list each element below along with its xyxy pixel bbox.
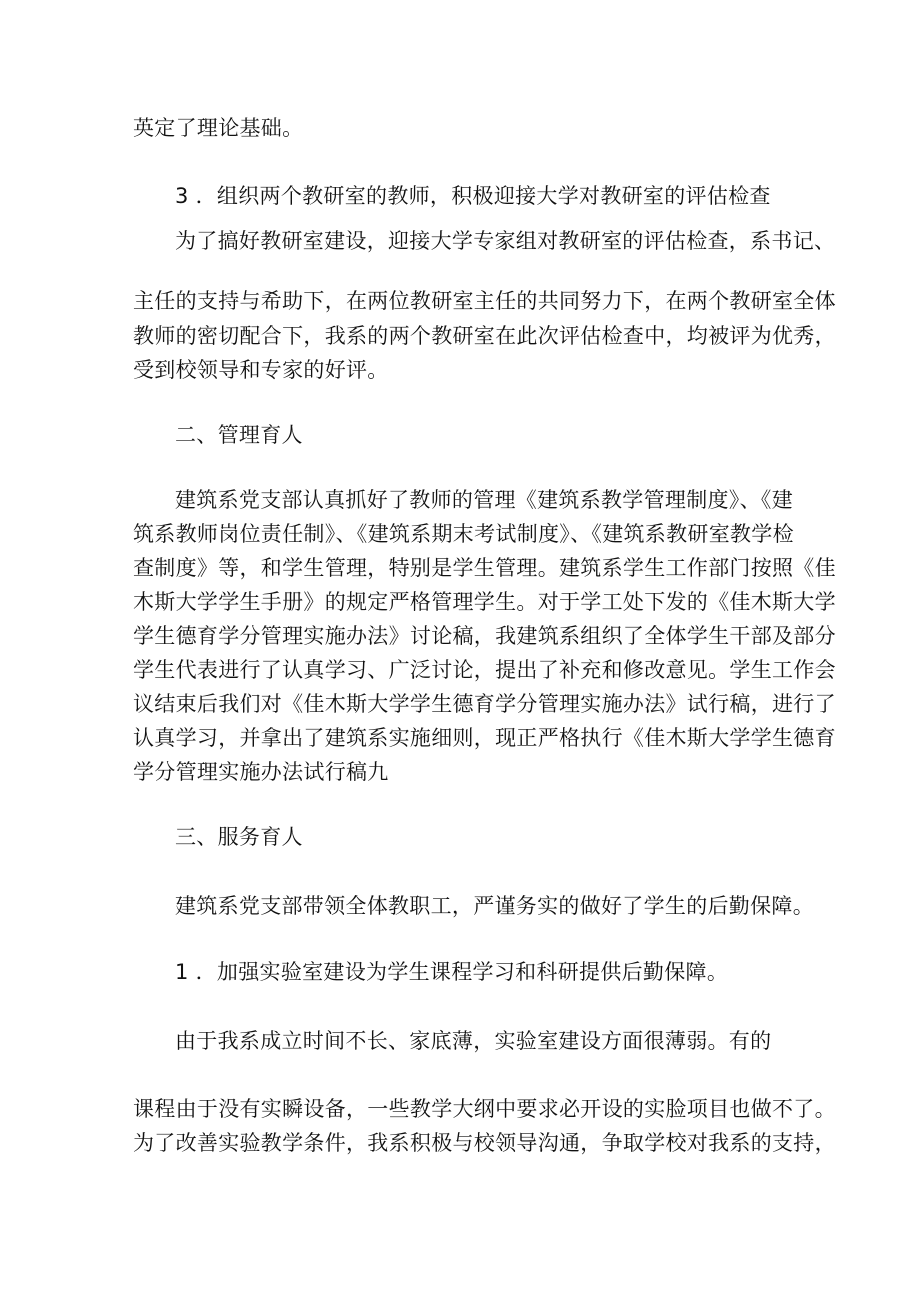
text-line: 教师的密切配合下，我系的两个教研室在此次评估检查中，均被评为优秀， bbox=[133, 324, 836, 348]
section-heading: 二、管理育人 bbox=[175, 423, 303, 447]
text-line: 木斯大学学生手册》的规定严格管理学生。对于学工处下发的《佳木斯大学 bbox=[133, 590, 836, 614]
text-line: 为了搞好教研室建设，迎接大学专家组对教研室的评估检查，系书记、 bbox=[175, 229, 836, 253]
text-line: 筑系教师岗位责任制》、《建筑系期末考试制度》、《建筑系教研室教学检 bbox=[133, 522, 794, 546]
text-line: 学生德育学分管理实施办法》讨论稿，我建筑系组织了全体学生干部及部分 bbox=[133, 624, 836, 648]
text-line: 英定了理论基础。 bbox=[133, 116, 304, 140]
text-line: 受到校领导和专家的好评。 bbox=[133, 358, 389, 382]
text-line: 建筑系党支部认真抓好了教师的管理《建筑系教学管理制度》、《建 bbox=[175, 488, 793, 512]
section-heading: 三、服务育人 bbox=[175, 825, 303, 849]
text-line: 主任的支持与希助下，在两位教研室主任的共同努力下，在两个教研室全体 bbox=[133, 289, 836, 313]
text-line: 学分管理实施办法试行稿九 bbox=[133, 760, 389, 784]
text-line: 查制度》等，和学生管理，特别是学生管理。建筑系学生工作部门按照《佳 bbox=[133, 556, 836, 580]
text-line: 议结束后我们对《佳木斯大学学生德育学分管理实施办法》试行稿，进行了 bbox=[133, 692, 836, 716]
text-line: 建筑系党支部带领全体教职工，严谨务实的做好了学生的后勤保障。 bbox=[175, 894, 814, 918]
section-heading: 3 ．组织两个教研室的教师，积极迎接大学对教研室的评估检查 bbox=[175, 184, 771, 208]
section-heading: 1 ．加强实验室建设为学生课程学习和科研提供后勤保障。 bbox=[175, 960, 729, 984]
text-line: 为了改善实验教学条件，我系积极与校领导沟通，争取学校对我系的支持， bbox=[133, 1131, 836, 1155]
text-line: 认真学习，并拿出了建筑系实施细则，现正严格执行《佳木斯大学学生德育 bbox=[133, 726, 836, 750]
text-line: 由于我系成立时间不长、家底薄，实验室建设方面很薄弱。有的 bbox=[175, 1029, 772, 1053]
text-line: 课程由于没有实瞬设备，一些教学大纲中要求必开设的实脸项目也做不了。 bbox=[133, 1097, 836, 1121]
text-line: 学生代表进行了认真学习、广泛讨论，提出了补充和修改意见。学生工作会 bbox=[133, 658, 836, 682]
